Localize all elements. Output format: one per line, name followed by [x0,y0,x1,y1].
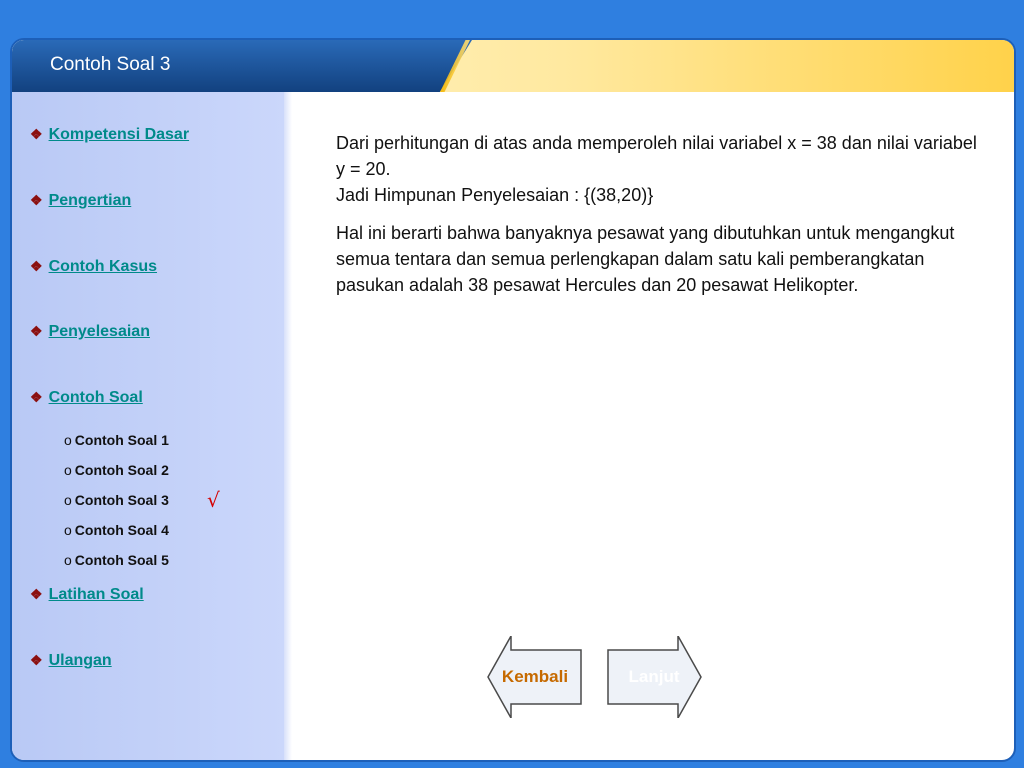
sidebar-item-latihan-soal[interactable]: ❖ Latihan Soal [30,586,144,603]
current-check-icon: √ [207,488,220,512]
sub-item-contoh-soal-4[interactable]: o Contoh Soal 4 [64,522,169,538]
diamond-bullet-icon: ❖ [30,389,43,405]
sub-item-contoh-soal-1[interactable]: o Contoh Soal 1 [64,432,169,448]
diamond-bullet-icon: ❖ [30,586,43,602]
diamond-bullet-icon: ❖ [30,258,43,274]
next-button-label: Lanjut [628,667,680,686]
next-button[interactable] [606,636,702,718]
diamond-bullet-icon: ❖ [30,126,43,142]
sidebar-item-contoh-soal[interactable]: ❖ Contoh Soal [30,389,143,406]
diamond-bullet-icon: ❖ [30,652,43,668]
slide-frame [10,38,1016,762]
diamond-bullet-icon: ❖ [30,192,43,208]
diamond-bullet-icon: ❖ [30,323,43,339]
page-title: Contoh Soal 3 [50,54,171,75]
sub-item-contoh-soal-2[interactable]: o Contoh Soal 2 [64,462,169,478]
sidebar-item-contoh-kasus[interactable]: ❖ Contoh Kasus [30,258,158,275]
sidebar-item-kompetensi-dasar[interactable]: ❖ Kompetensi Dasar [30,126,190,143]
main-content [336,130,986,310]
back-button-label: Kembali [501,667,569,686]
sidebar-item-pengertian[interactable]: ❖ Pengertian [30,192,132,209]
sidebar-item-ulangan[interactable]: ❖ Ulangan [30,652,112,669]
sub-item-contoh-soal-5[interactable]: o Contoh Soal 5 [64,552,169,568]
sidebar [12,92,284,762]
sub-item-contoh-soal-3[interactable]: o Contoh Soal 3 [64,492,169,508]
result-text: Dari perhitungan di atas anda memperoleh nilai variabel x = 38 dan nilai variabel y = 20. Jadi Himpunan Penyelesaian : {(38,20)} [336,133,977,205]
conclusion-paragraph: Hal ini berarti bahwa banyaknya pesawat yang dibutuhkan untuk mengangkut semua tentara dan semua perlengkapan dalam satu kali pemberangkatan pasukan adalah 38 pesawat Hercules dan 20 pesawat Helikopter. [336,223,955,295]
back-button[interactable] [487,636,583,718]
sidebar-shade [284,92,292,762]
sidebar-item-penyelesaian[interactable]: ❖ Penyelesaian [30,323,150,340]
